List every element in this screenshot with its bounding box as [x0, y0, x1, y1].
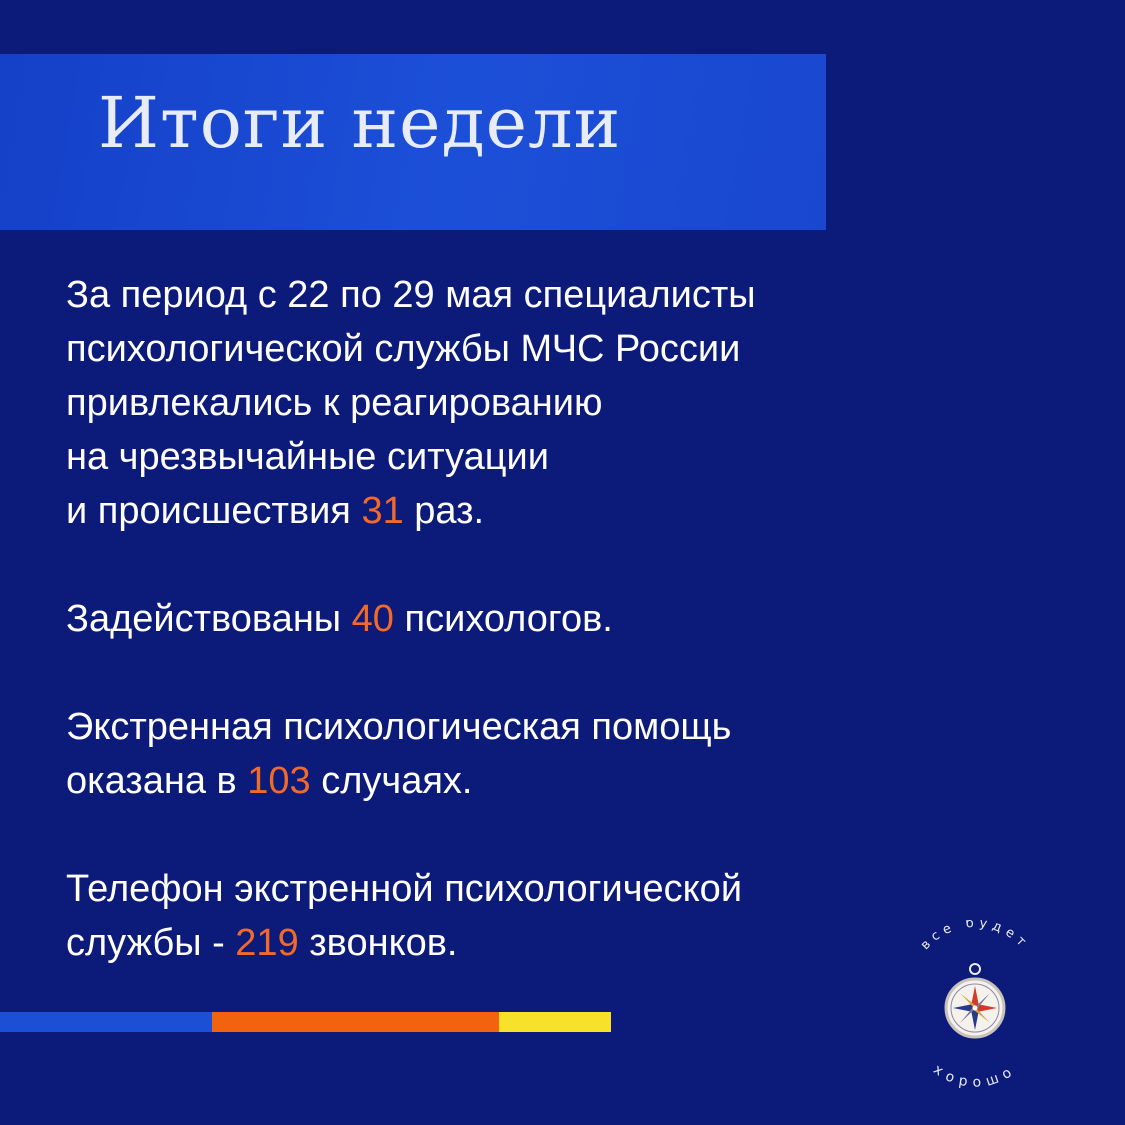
- logo: [890, 920, 1060, 1090]
- highlight-number: 219: [235, 922, 299, 964]
- paragraph-psychologists: [66, 592, 1066, 646]
- text-line: привлекались к реагированию: [66, 382, 603, 424]
- text-line: и происшествия 31 раз.: [66, 490, 485, 532]
- text-line: психологической службы МЧС России: [66, 328, 741, 370]
- text-line: Экстренная психологическая помощь: [66, 706, 732, 748]
- logo-top-text: все будет: [917, 920, 1033, 954]
- text-line: службы - 219 звонков.: [66, 922, 458, 964]
- text-line: Задействованы 40 психологов.: [66, 598, 613, 640]
- text-line: За период с 22 по 29 мая специалисты: [66, 274, 756, 316]
- highlight-number: 40: [351, 598, 394, 640]
- paragraph-help: [66, 700, 1066, 808]
- summary-text: [66, 268, 1066, 1024]
- compass-icon: [890, 920, 1060, 1090]
- text-line: оказана в 103 случаях.: [66, 760, 473, 802]
- page-title: Итоги недели: [98, 82, 622, 164]
- text-line: на чрезвычайные ситуации: [66, 436, 549, 478]
- highlight-number: 103: [247, 760, 311, 802]
- highlight-number: 31: [361, 490, 404, 532]
- paragraph-period: [66, 268, 1066, 538]
- logo-bottom-text: хорошо: [930, 1061, 1020, 1090]
- text-line: Телефон экстренной психологической: [66, 868, 743, 910]
- stripe-blue: [0, 1012, 212, 1032]
- stripe-yellow: [499, 1012, 611, 1032]
- title-banner: [0, 54, 826, 230]
- stripe-orange: [212, 1012, 499, 1032]
